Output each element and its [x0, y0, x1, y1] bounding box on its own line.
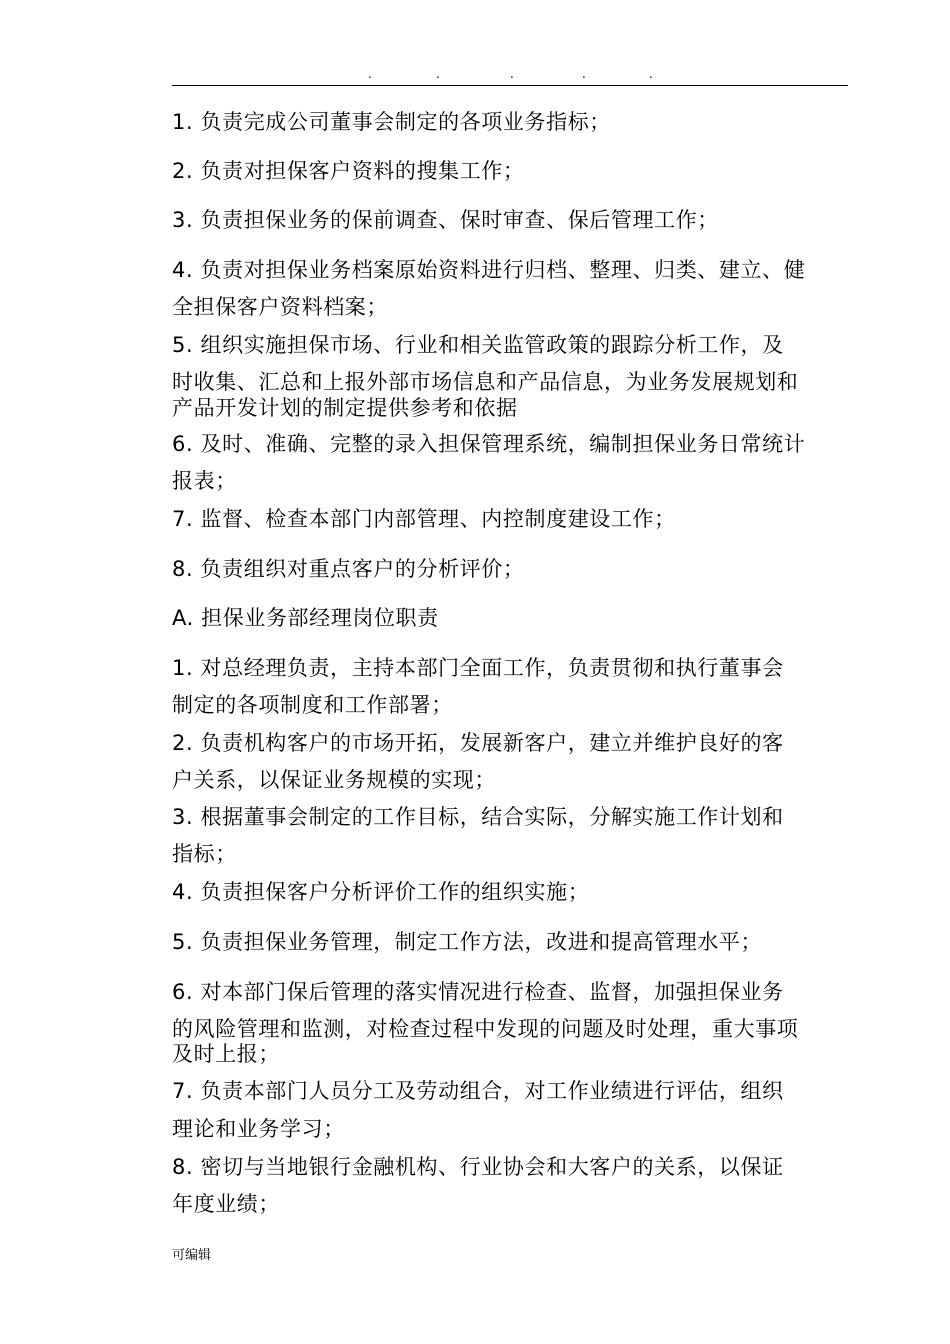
paragraph-line: 年度业绩；: [172, 1192, 280, 1216]
paragraph-line: 8. 密切与当地银行金融机构、行业协会和大客户的关系，以保证: [172, 1155, 784, 1179]
paragraph-line: 8. 负责组织对重点客户的分析评价；: [172, 557, 525, 581]
paragraph-line: 3. 根据董事会制定的工作目标，结合实际，分解实施工作计划和: [172, 805, 784, 829]
paragraph-line: 2. 负责机构客户的市场开拓，发展新客户，建立并维护良好的客: [172, 731, 784, 755]
paragraph-line: 的风险管理和监测，对检查过程中发现的问题及时处理，重大事项: [172, 1017, 799, 1041]
paragraph-line: 产品开发计划的制定提供参考和依据: [172, 396, 518, 420]
paragraph-line: 6. 对本部门保后管理的落实情况进行检查、监督，加强担保业务: [172, 980, 784, 1004]
paragraph-line: 6. 及时、准确、完整的录入担保管理系统，编制担保业务日常统计: [172, 432, 806, 456]
section-heading: A. 担保业务部经理岗位职责: [172, 606, 439, 630]
paragraph-line: 7. 监督、检查本部门内部管理、内控制度建设工作；: [172, 507, 676, 531]
paragraph-line: 4. 负责对担保业务档案原始资料进行归档、整理、归类、建立、健: [172, 258, 806, 282]
paragraph-line: 指标；: [172, 842, 237, 866]
paragraph-line: 1. 对总经理负责，主持本部门全面工作，负责贯彻和执行董事会: [172, 656, 784, 680]
paragraph-line: 及时上报；: [172, 1042, 280, 1066]
header-dot: .: [368, 67, 372, 81]
paragraph-line: 户关系，以保证业务规模的实现；: [172, 768, 496, 792]
paragraph-line: 4. 负责担保客户分析评价工作的组织实施；: [172, 880, 590, 904]
paragraph-line: 5. 负责担保业务管理，制定工作方法，改进和提高管理水平；: [172, 930, 763, 954]
paragraph-line: 5. 组织实施担保市场、行业和相关监管政策的跟踪分析工作，及: [172, 333, 784, 357]
header-dots: [172, 66, 848, 82]
header-rule: [172, 85, 848, 86]
paragraph-line: 理论和业务学习；: [172, 1117, 345, 1141]
footer-label: 可编辑: [172, 1248, 212, 1263]
header-dot: .: [510, 67, 514, 81]
paragraph-line: 全担保客户资料档案；: [172, 295, 388, 319]
paragraph-line: 制定的各项制度和工作部署；: [172, 693, 453, 717]
paragraph-line: 1. 负责完成公司董事会制定的各项业务指标；: [172, 110, 611, 134]
paragraph-line: 2. 负责对担保客户资料的搜集工作；: [172, 159, 525, 183]
paragraph-line: 7. 负责本部门人员分工及劳动组合，对工作业绩进行评估，组织: [172, 1079, 784, 1103]
header-dot: .: [436, 67, 440, 81]
paragraph-line: 报表；: [172, 469, 237, 493]
header-dot: .: [649, 67, 653, 81]
paragraph-line: 时收集、汇总和上报外部市场信息和产品信息，为业务发展规划和: [172, 370, 799, 394]
header-dot: .: [582, 67, 586, 81]
paragraph-line: 3. 负责担保业务的保前调查、保时审查、保后管理工作；: [172, 208, 719, 232]
